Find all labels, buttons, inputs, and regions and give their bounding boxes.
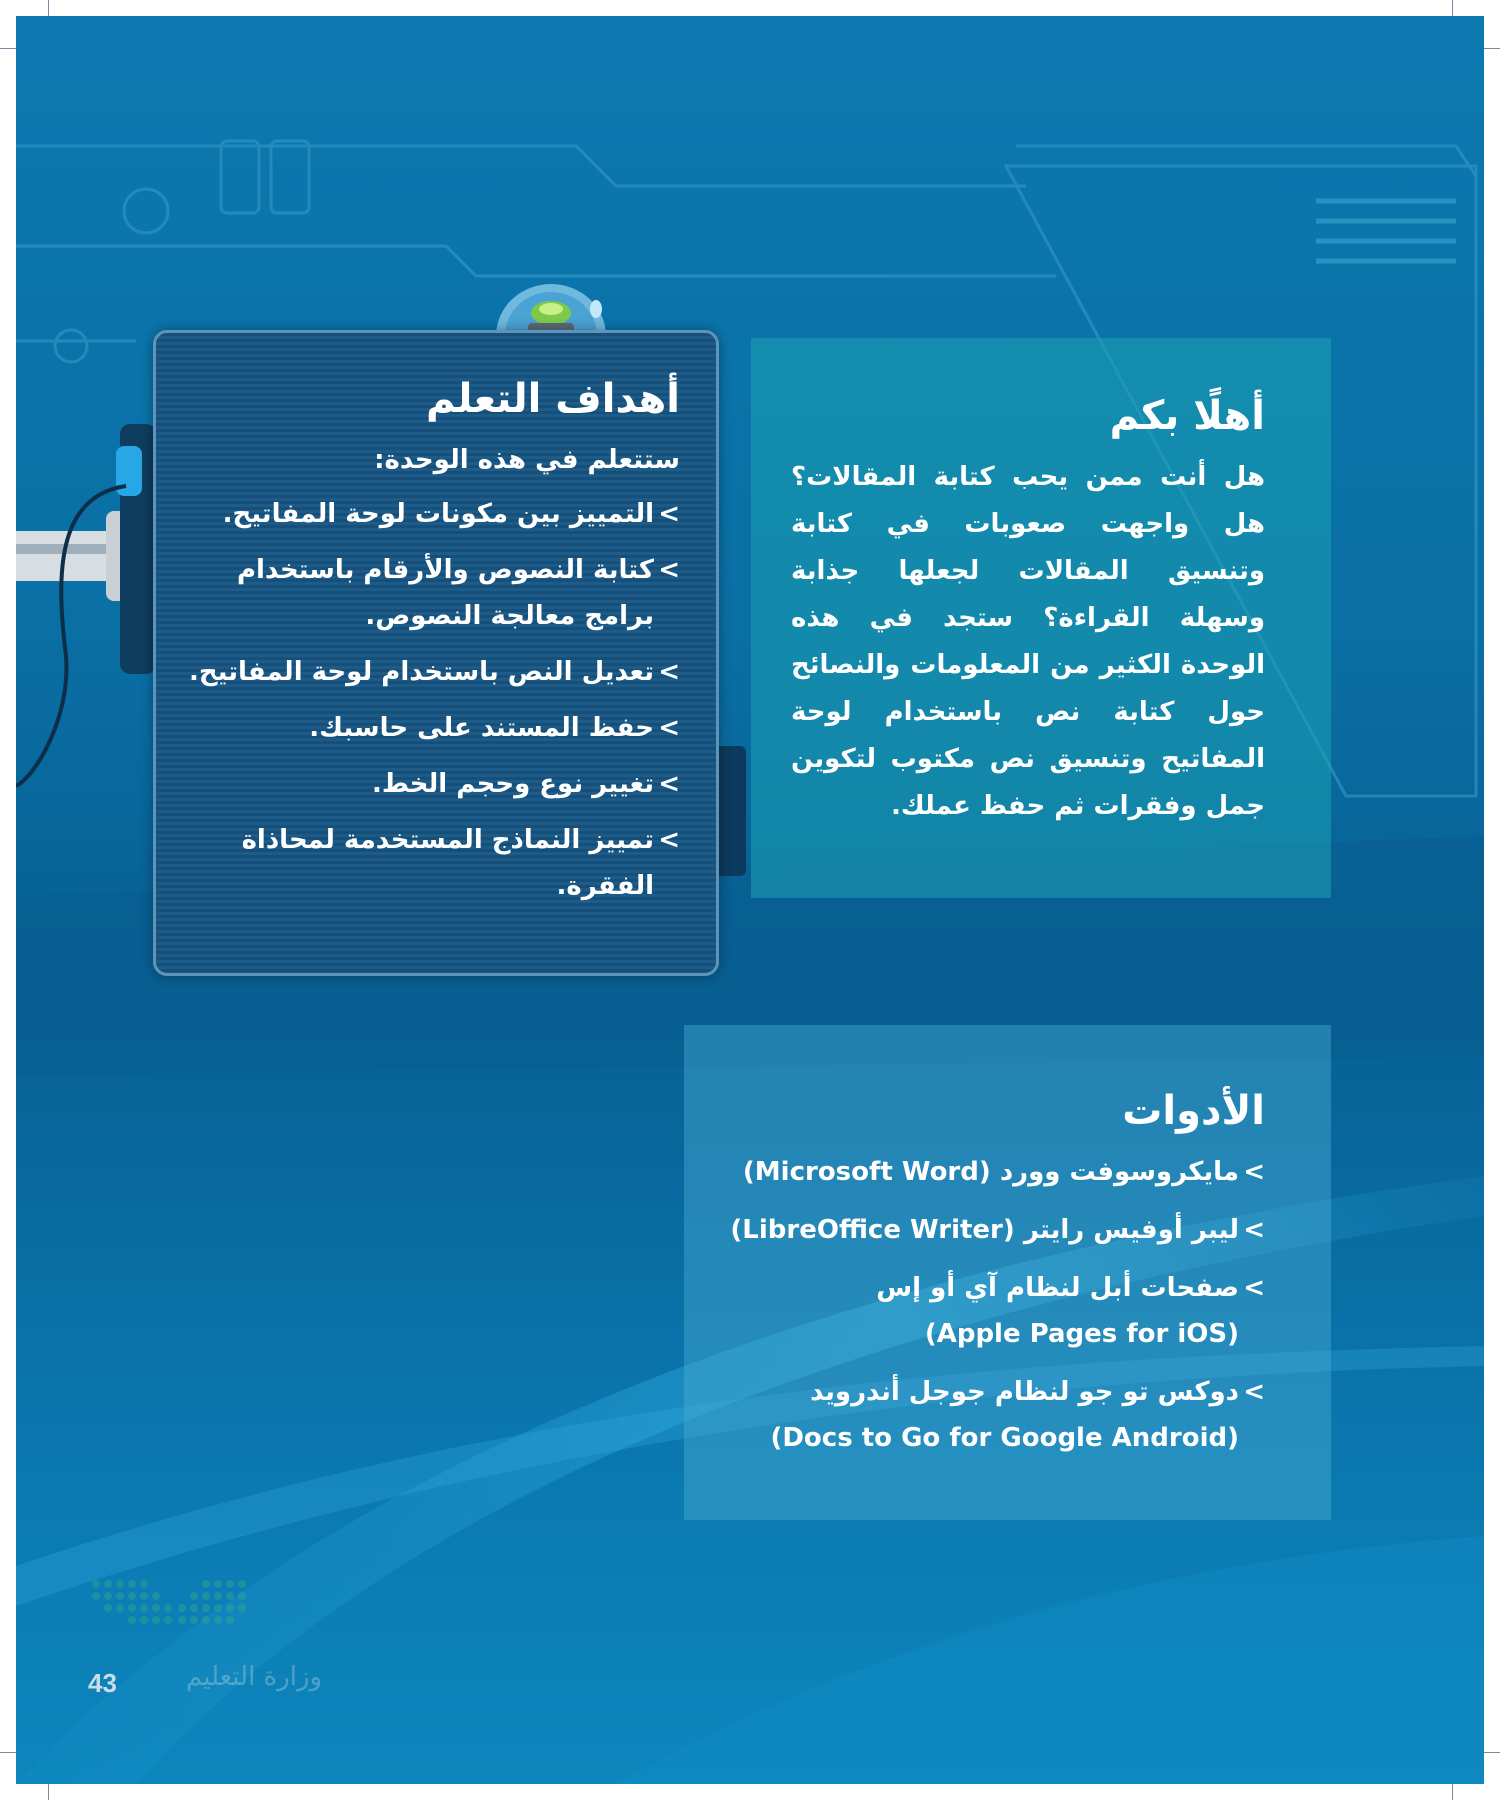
tools-title: الأدوات — [1122, 1088, 1265, 1134]
bullet-arrow-icon: > — [658, 657, 680, 687]
bullet-arrow-icon: > — [658, 499, 680, 529]
bullet-arrow-icon: > — [1243, 1377, 1265, 1407]
pipe-decoration — [16, 424, 156, 786]
bullet-arrow-icon: > — [658, 713, 680, 743]
tool-item: > مايكروسوفت وورد (Microsoft Word) — [714, 1149, 1265, 1195]
goal-item: > كتابة النصوص والأرقام باستخدام برامج معالجة النصوص. — [186, 547, 680, 639]
ministry-watermark-text: وزارة التعليم — [186, 1662, 323, 1692]
welcome-box — [751, 338, 1331, 898]
goals-list — [186, 491, 680, 909]
goals-title: أهداف التعلم — [426, 376, 680, 422]
goal-item: > التمييز بين مكونات لوحة المفاتيح. — [186, 491, 680, 537]
bullet-arrow-icon: > — [1243, 1273, 1265, 1303]
page — [16, 16, 1484, 1784]
goal-item: > حفظ المستند على حاسبك. — [186, 705, 680, 751]
bullet-arrow-icon: > — [658, 555, 680, 585]
welcome-paragraph: هل أنت ممن يحب كتابة المقالات؟ هل واجهت صعوبات في كتابة وتنسيق المقالات لجعلها جذابة وسهلة القراءة؟ ستجد في هذه الوحدة الكثير من المعلومات والنصائح حول كتابة نص باستخدام لوحة المفاتيح وتنسيق نص مكتوب لتكوين جمل وفقرات ثم حفظ عملك. — [791, 462, 1265, 821]
goal-item: > تعديل النص باستخدام لوحة المفاتيح. — [186, 649, 680, 695]
tool-item: > ليبر أوفيس رايتر (LibreOffice Writer) — [714, 1207, 1265, 1253]
tool-item: > صفحات أبل لنظام آي أو إس (Apple Pages for iOS) — [714, 1265, 1265, 1357]
learning-goals-box — [153, 330, 719, 976]
goal-item: > تغيير نوع وحجم الخط. — [186, 761, 680, 807]
bullet-arrow-icon: > — [658, 769, 680, 799]
welcome-title: أهلًا بكم — [1109, 393, 1265, 439]
page-number: 43 — [88, 1668, 117, 1698]
bullet-arrow-icon: > — [1243, 1215, 1265, 1245]
tool-item: > دوكس تو جو لنظام جوجل أندرويد (Docs to Go for Google Android) — [714, 1369, 1265, 1461]
goals-intro: ستتعلم في هذه الوحدة: — [374, 445, 680, 475]
tools-box — [684, 1025, 1331, 1520]
goal-item: > تمييز النماذج المستخدمة لمحاذاة الفقرة. — [186, 817, 680, 909]
bullet-arrow-icon: > — [658, 825, 680, 855]
tools-list — [714, 1149, 1265, 1461]
bullet-arrow-icon: > — [1243, 1157, 1265, 1187]
